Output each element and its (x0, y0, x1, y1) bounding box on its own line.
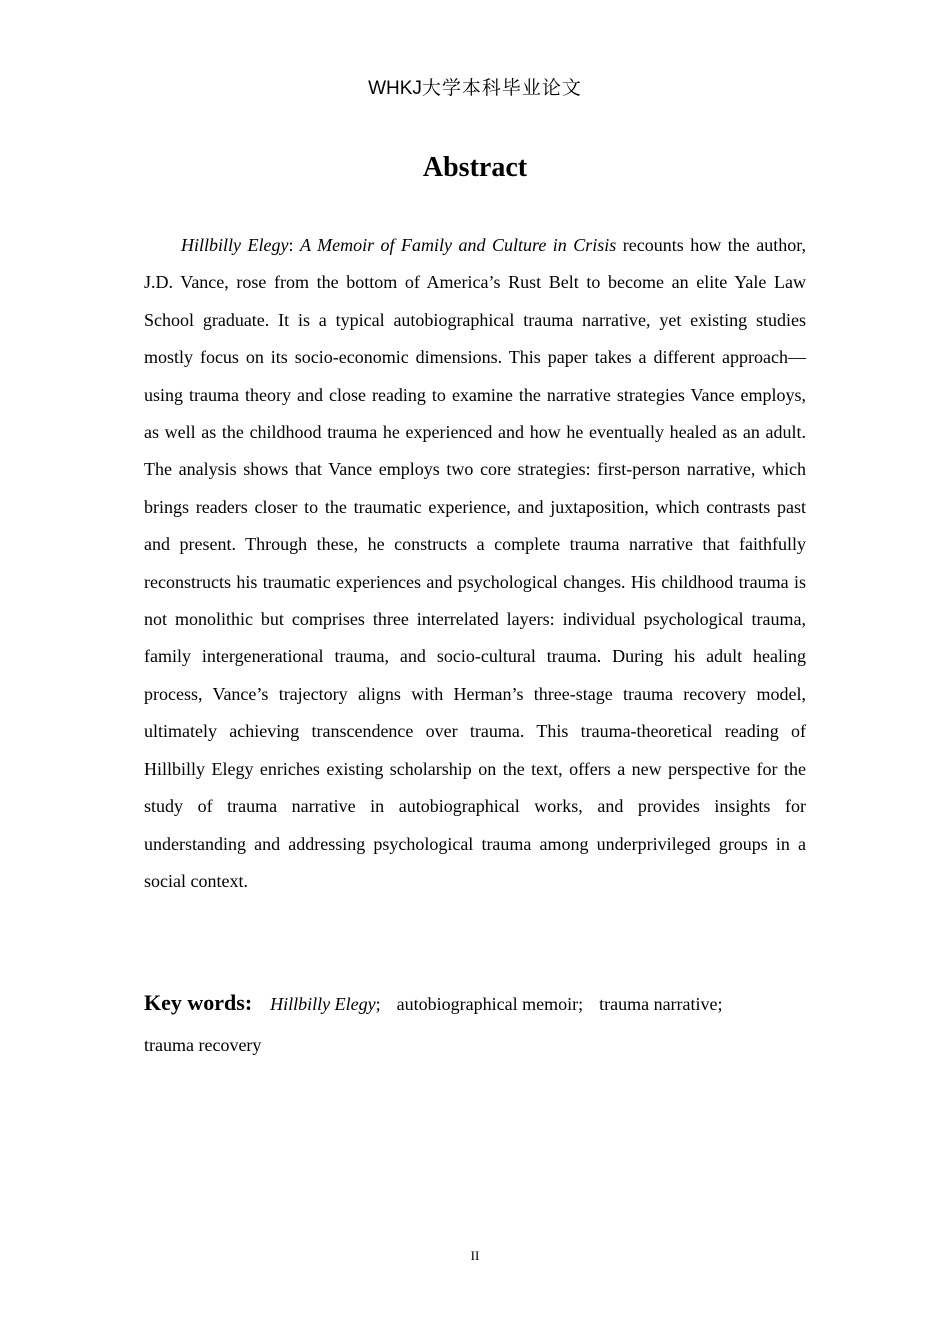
abstract-body (144, 227, 806, 900)
abstract-title-colon: : (288, 235, 300, 255)
keyword-item: trauma recovery (144, 1035, 262, 1055)
header-institution-code: WHKJ (368, 78, 422, 99)
keyword-separator: ; (375, 994, 381, 1014)
abstract-text: recounts how the author, J.D. Vance, rose from the bottom of America’s Rust Belt to become an elite Yale Law School graduate. It is a typical autobiographical trauma narrative, yet existing studies mostly focus on its socio-economic dimensions. This paper takes a different approach—using trauma theory and close reading to examine the narrative strategies Vance employs, as well as the childhood trauma he experienced and how he eventually healed as an adult. The analysis shows that Vance employs two core strategies: first-person narrative, which brings readers closer to the traumatic experience, and juxtaposition, which contrasts past and present. Through these, he constructs a complete trauma narrative that faithfully reconstructs his traumatic experiences and psychological changes. His childhood trauma is not monolithic but comprises three interrelated layers: individual psychological trauma, family intergenerational trauma, and socio-cultural trauma. During his adult healing process, Vance’s trajectory aligns with Herman’s three-stage trauma recovery model, ultimately achieving transcendence over trauma. This trauma-theoretical reading of Hillbilly Elegy enriches existing scholarship on the text, offers a new perspective for the study of trauma narrative in autobiographical works, and provides insights for understanding and addressing psychological trauma among underprivileged groups in a social context. (144, 235, 806, 891)
keywords-label: Key words: (144, 990, 253, 1015)
keywords-section (144, 982, 806, 1066)
abstract-book-title: Hillbilly Elegy (181, 235, 289, 255)
header-thesis-type: 大学本科毕业论文 (421, 77, 582, 99)
keyword-item: trauma narrative; (599, 994, 723, 1014)
running-header (0, 73, 950, 100)
page-number: II (470, 1248, 480, 1263)
abstract-book-subtitle: A Memoir of Family and Culture in Crisis (299, 235, 617, 255)
keyword-book-title: Hillbilly Elegy (270, 994, 376, 1014)
keyword-item (270, 994, 380, 1014)
page-title: Abstract (422, 152, 528, 183)
keyword-item: autobiographical memoir; (396, 994, 584, 1014)
